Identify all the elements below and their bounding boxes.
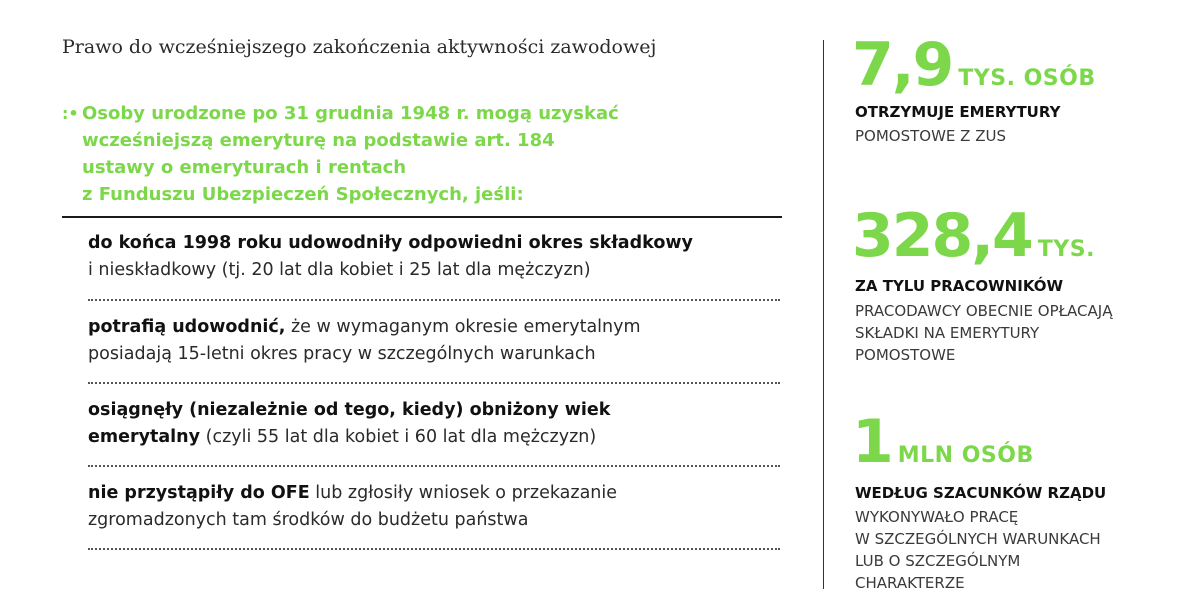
stat-unit: TYS. OSÓB	[958, 66, 1096, 91]
intro-line: Osoby urodzone po 31 grudnia 1948 r. mogą uzyskać	[82, 103, 619, 124]
stat-desc-line: POMOSTOWE Z ZUS	[855, 127, 1006, 145]
stat-desc-line: POMOSTOWE	[855, 346, 956, 364]
stat-number: 7,9	[852, 30, 953, 100]
stat-desc-line: WYKONYWAŁO PRACĘ	[855, 508, 1019, 526]
condition-item-4	[88, 480, 778, 534]
stat-desc-line: SKŁADKI NA EMERYTURY	[855, 324, 1040, 342]
condition-bold-text: emerytalny	[88, 427, 201, 447]
condition-line	[88, 341, 778, 368]
condition-text: lub zgłosiły wniosek o przekazanie	[309, 483, 618, 503]
stat-number: 328,4	[852, 201, 1032, 271]
stat-desc-line: CHARAKTERZE	[855, 574, 965, 592]
stat-description	[855, 125, 1006, 147]
condition-text: zgromadzonych tam środków do budżetu państwa	[88, 510, 529, 530]
stat-label: WEDŁUG SZACUNKÓW RZĄDU	[855, 484, 1107, 502]
bullet-marker-icon: :•	[62, 104, 79, 123]
condition-bold-text: osiągnęły (niezależnie od tego, kiedy) obniżony wiek	[88, 400, 611, 420]
condition-item-1	[88, 230, 778, 284]
condition-item-3	[88, 397, 778, 451]
intro-line: ustawy o emeryturach i rentach	[82, 157, 407, 178]
condition-line	[88, 230, 778, 257]
condition-text: (czyli 55 lat dla kobiet i 60 lat dla mężczyzn)	[200, 427, 597, 447]
condition-line	[88, 257, 778, 284]
page-title: Prawo do wcześniejszego zakończenia aktywności zawodowej	[62, 36, 657, 58]
condition-bold-text: nie przystąpiły do OFE	[88, 483, 310, 503]
stat-label: OTRZYMUJE EMERYTURY	[855, 103, 1061, 121]
stat-figure-3	[852, 407, 1034, 477]
condition-item-2	[88, 314, 778, 368]
stat-figure-1	[852, 30, 1096, 100]
condition-line	[88, 507, 778, 534]
stat-figure-2	[852, 201, 1095, 271]
section-divider	[62, 216, 782, 218]
condition-bold-text: do końca 1998 roku udowodniły odpowiedni okres składkowy	[88, 233, 693, 253]
intro-paragraph	[62, 100, 782, 208]
condition-text: że w wymaganym okresie emerytalnym	[285, 317, 641, 337]
dotted-divider	[88, 299, 780, 301]
dotted-divider	[88, 548, 780, 550]
condition-line	[88, 480, 778, 507]
stat-label: ZA TYLU PRACOWNIKÓW	[855, 277, 1064, 295]
condition-text: i nieskładkowy (tj. 20 lat dla kobiet i 25 lat dla mężczyzn)	[88, 260, 591, 280]
stat-desc-line: LUB O SZCZEGÓLNYM	[855, 552, 1021, 570]
condition-line	[88, 397, 778, 424]
dotted-divider	[88, 382, 780, 384]
condition-line	[88, 314, 778, 341]
stat-description	[855, 300, 1112, 366]
stat-desc-line: W SZCZEGÓLNYCH WARUNKACH	[855, 530, 1101, 548]
stat-description	[855, 506, 1101, 594]
intro-line: wcześniejszą emeryturę na podstawie art. 184	[82, 130, 555, 151]
condition-text: posiadają 15-letni okres pracy w szczególnych warunkach	[88, 344, 596, 364]
stat-number: 1	[852, 407, 892, 477]
stat-desc-line: PRACODAWCY OBECNIE OPŁACAJĄ	[855, 302, 1113, 320]
condition-line	[88, 424, 778, 451]
intro-line: z Funduszu Ubezpieczeń Społecznych, jeśli:	[82, 184, 524, 205]
dotted-divider	[88, 465, 780, 467]
stat-unit: MLN OSÓB	[897, 443, 1034, 468]
stat-unit: TYS.	[1037, 237, 1095, 262]
column-separator	[823, 40, 824, 589]
condition-bold-text: potrafią udowodnić,	[88, 317, 286, 337]
